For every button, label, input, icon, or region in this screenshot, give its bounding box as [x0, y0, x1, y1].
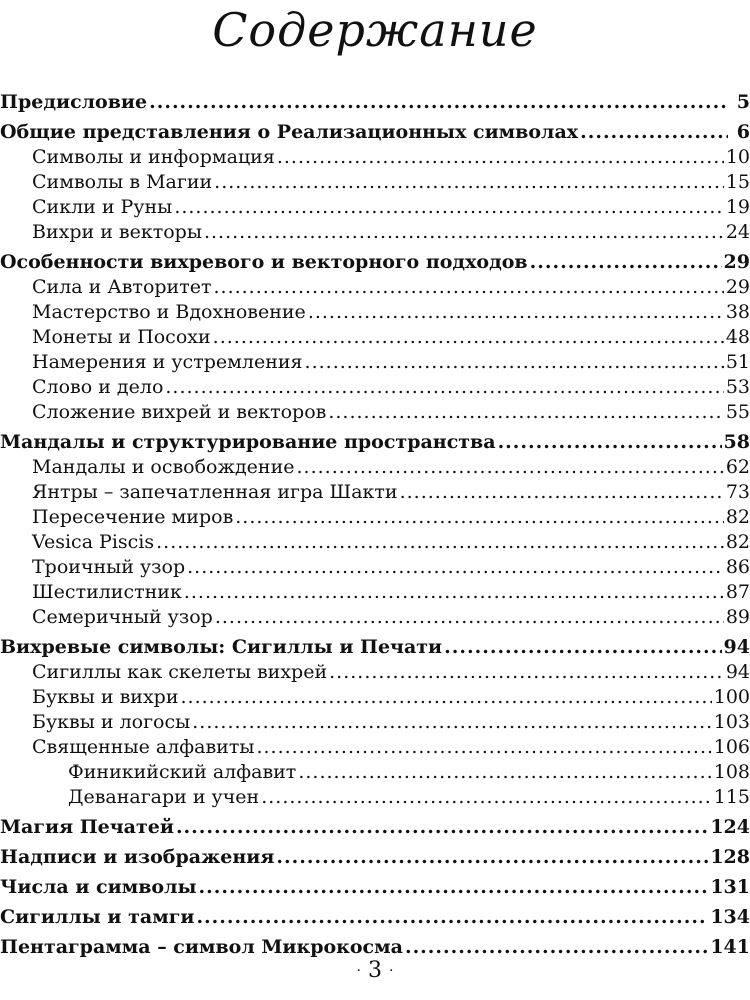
- toc-section-entry[interactable]: [0, 325, 750, 350]
- dot-leader: [156, 530, 724, 555]
- toc-section-entry[interactable]: [0, 530, 750, 555]
- toc-entry-page-number: 29: [723, 251, 750, 273]
- toc-entry-page-number: 24: [725, 221, 750, 243]
- dot-leader: [305, 350, 724, 375]
- toc-section-entry[interactable]: [0, 400, 750, 425]
- dot-leader: [192, 710, 711, 735]
- toc-entry-page-number: 89: [725, 606, 750, 628]
- dot-leader: [444, 635, 721, 660]
- toc-entry-page-number: 106: [713, 736, 750, 758]
- toc-chapter-entry[interactable]: [0, 90, 750, 115]
- toc-entry-page-number: 108: [713, 761, 750, 783]
- toc-section-entry[interactable]: [0, 145, 750, 170]
- table-of-contents: [0, 90, 750, 960]
- dot-leader: [329, 660, 724, 685]
- toc-entry-page-number: 48: [725, 326, 750, 348]
- toc-entry-label: Слово и дело: [32, 376, 164, 398]
- toc-entry-label: Мастерство и Вдохновение: [32, 301, 306, 323]
- toc-section-entry[interactable]: [0, 300, 750, 325]
- toc-entry-page-number: 141: [710, 936, 750, 958]
- toc-section-entry[interactable]: [0, 685, 750, 710]
- toc-entry-label: Семеричный узор: [32, 606, 213, 628]
- toc-entry-page-number: 15: [725, 171, 750, 193]
- toc-entry-label: Надписи и изображения: [0, 846, 275, 868]
- toc-entry-page-number: 62: [725, 456, 750, 478]
- toc-entry-label: Сложение вихрей и векторов: [32, 401, 327, 423]
- dot-leader: [276, 845, 708, 870]
- toc-entry-page-number: 53: [725, 376, 750, 398]
- toc-section-entry[interactable]: [0, 555, 750, 580]
- toc-entry-label: Сигиллы как скелеты вихрей: [32, 661, 328, 683]
- toc-chapter-entry[interactable]: [0, 635, 750, 660]
- toc-entry-label: Пентаграмма – символ Микрокосма: [0, 936, 403, 958]
- toc-chapter-entry[interactable]: [0, 905, 750, 930]
- toc-entry-page-number: 100: [713, 686, 750, 708]
- toc-entry-label: Символы в Магии: [32, 171, 213, 193]
- dot-leader: [213, 325, 724, 350]
- dot-leader: [498, 430, 722, 455]
- toc-section-entry[interactable]: [0, 195, 750, 220]
- dot-leader: [199, 875, 709, 900]
- toc-entry-label: Числа и символы: [0, 876, 197, 898]
- dot-leader: [297, 455, 724, 480]
- toc-entry-label: Священные алфавиты: [32, 736, 255, 758]
- toc-entry-label: Сила и Авторитет: [32, 276, 212, 298]
- toc-entry-page-number: 134: [710, 906, 750, 928]
- toc-section-entry[interactable]: [0, 605, 750, 630]
- dot-leader: [184, 580, 724, 605]
- page-footer: [0, 956, 750, 986]
- toc-chapter-entry[interactable]: [0, 430, 750, 455]
- toc-entry-label: Сигиллы и тамги: [0, 906, 195, 928]
- toc-entry-page-number: 29: [725, 276, 750, 298]
- page-number: 3: [368, 958, 382, 983]
- toc-entry-page-number: 55: [725, 401, 750, 423]
- toc-chapter-entry[interactable]: [0, 250, 750, 275]
- toc-entry-label: Символы и информация: [32, 146, 275, 168]
- toc-section-entry[interactable]: [0, 220, 750, 245]
- dot-leader: [187, 555, 724, 580]
- toc-section-entry[interactable]: [0, 710, 750, 735]
- toc-entry-page-number: 94: [725, 661, 750, 683]
- toc-entry-label: Общие представления о Реализационных символах: [0, 121, 579, 143]
- dot-leader: [180, 685, 711, 710]
- dot-leader: [235, 505, 724, 530]
- toc-entry-page-number: 73: [725, 481, 750, 503]
- toc-section-entry[interactable]: [0, 735, 750, 760]
- toc-entry-label: Пересечение миров: [32, 506, 234, 528]
- toc-entry-page-number: 38: [725, 301, 750, 323]
- dot-leader: [215, 605, 724, 630]
- ornament-dot-right: ·: [389, 963, 394, 979]
- toc-section-entry[interactable]: [0, 375, 750, 400]
- toc-entry-page-number: 87: [725, 581, 750, 603]
- toc-entry-label: Сикли и Руны: [32, 196, 173, 218]
- toc-chapter-entry[interactable]: [0, 845, 750, 870]
- toc-entry-label: Буквы и логосы: [32, 711, 191, 733]
- dot-leader: [256, 735, 711, 760]
- toc-chapter-entry[interactable]: [0, 815, 750, 840]
- dot-leader: [580, 120, 728, 145]
- dot-leader: [530, 250, 722, 275]
- toc-section-entry[interactable]: [0, 505, 750, 530]
- toc-section-entry[interactable]: [0, 480, 750, 505]
- toc-section-entry[interactable]: [0, 275, 750, 300]
- dot-leader: [277, 145, 724, 170]
- toc-entry-label: Предисловие: [0, 91, 148, 113]
- dot-leader: [400, 480, 724, 505]
- toc-entry-page-number: 86: [725, 556, 750, 578]
- dot-leader: [308, 300, 724, 325]
- toc-entry-page-number: 115: [713, 786, 750, 808]
- dot-leader: [204, 220, 724, 245]
- dot-leader: [196, 905, 708, 930]
- toc-section-entry[interactable]: [0, 170, 750, 195]
- toc-entry-label: Намерения и устремления: [32, 351, 303, 373]
- toc-entry-label: Монеты и Посохи: [32, 326, 211, 348]
- toc-entry-page-number: 128: [710, 846, 750, 868]
- dot-leader: [165, 375, 723, 400]
- toc-entry-page-number: 19: [725, 196, 750, 218]
- toc-entry-label: Вихревые символы: Сигиллы и Печати: [0, 636, 443, 658]
- toc-entry-label: Мандалы и структурирование пространства: [0, 431, 496, 453]
- toc-section-entry[interactable]: [0, 455, 750, 480]
- toc-entry-page-number: 6: [736, 121, 750, 143]
- dot-leader: [261, 785, 712, 810]
- toc-entry-label: Деванагари и учен: [68, 786, 260, 808]
- ornament-dot-left: ·: [356, 963, 361, 979]
- toc-entry-label: Особенности вихревого и векторного подходов: [0, 251, 528, 273]
- toc-entry-label: Шестилистник: [32, 581, 182, 603]
- toc-subsection-entry[interactable]: [0, 785, 750, 810]
- toc-entry-label: Буквы и вихри: [32, 686, 179, 708]
- dot-leader: [328, 400, 723, 425]
- toc-section-entry[interactable]: [0, 660, 750, 685]
- dot-leader: [149, 90, 728, 115]
- toc-section-entry[interactable]: [0, 580, 750, 605]
- toc-entry-page-number: 94: [723, 636, 750, 658]
- toc-entry-label: Вихри и векторы: [32, 221, 202, 243]
- toc-entry-label: Троичный узор: [32, 556, 186, 578]
- toc-entry-page-number: 10: [725, 146, 750, 168]
- toc-entry-page-number: 51: [725, 351, 750, 373]
- dot-leader: [174, 195, 724, 220]
- dot-leader: [298, 760, 711, 785]
- toc-entry-label: Финикийский алфавит: [68, 761, 297, 783]
- toc-entry-page-number: 103: [713, 711, 750, 733]
- toc-entry-page-number: 5: [736, 91, 750, 113]
- dot-leader: [176, 815, 708, 840]
- toc-entry-label: Vesica Piscis: [32, 531, 155, 553]
- dot-leader: [214, 170, 724, 195]
- toc-section-entry[interactable]: [0, 350, 750, 375]
- toc-entry-page-number: 82: [725, 531, 750, 553]
- page-title: Содержание: [212, 3, 538, 57]
- toc-entry-label: Мандалы и освобождение: [32, 456, 295, 478]
- toc-chapter-entry[interactable]: [0, 875, 750, 900]
- dot-leader: [213, 275, 723, 300]
- toc-entry-page-number: 131: [710, 876, 750, 898]
- toc-entry-page-number: 82: [725, 506, 750, 528]
- toc-subsection-entry[interactable]: [0, 760, 750, 785]
- toc-entry-label: Янтры – запечатленная игра Шакти: [32, 481, 398, 503]
- toc-entry-page-number: 124: [710, 816, 750, 838]
- toc-entry-page-number: 58: [723, 431, 750, 453]
- toc-chapter-entry[interactable]: [0, 120, 750, 145]
- toc-entry-label: Магия Печатей: [0, 816, 174, 838]
